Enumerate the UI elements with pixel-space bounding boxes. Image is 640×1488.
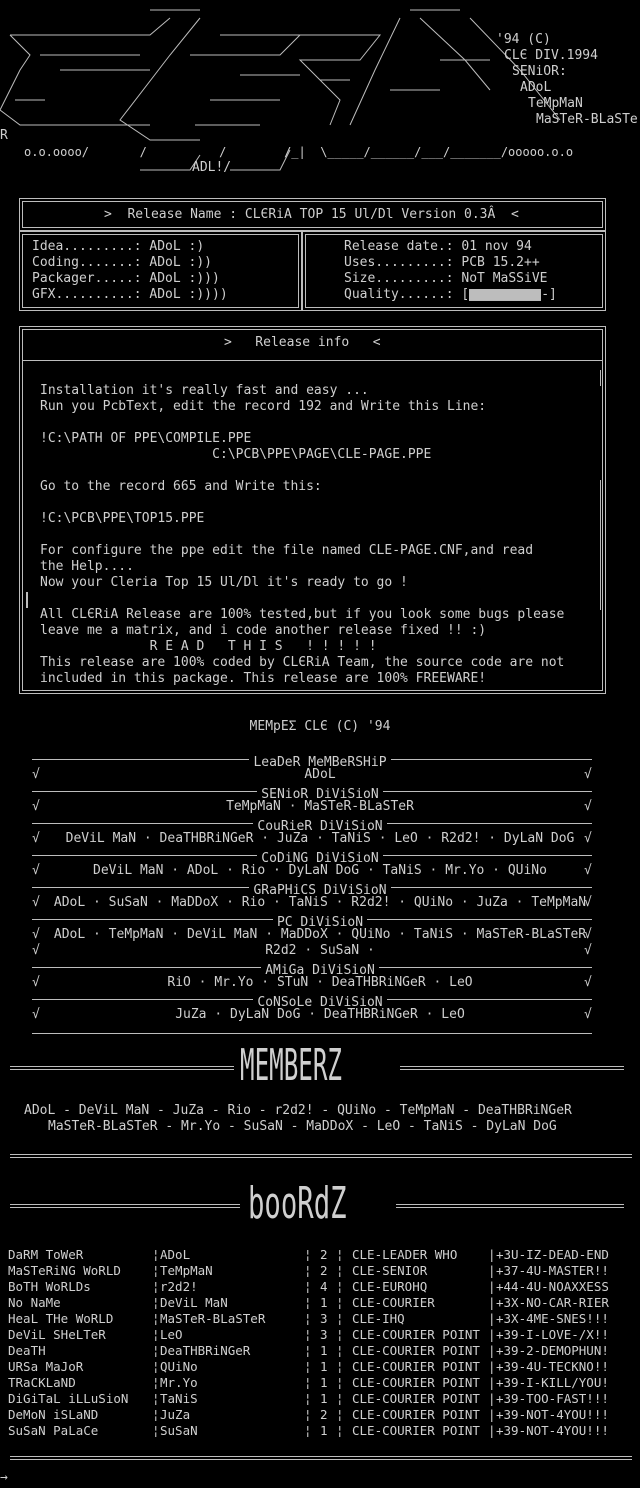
board-phone: +39-4U-TECKNO!! bbox=[496, 1359, 609, 1374]
column-sep: ¦ bbox=[336, 1327, 344, 1342]
division-title-text: CouRieR DiViSioN bbox=[253, 819, 386, 834]
quality-label: Quality......: [ bbox=[344, 287, 470, 302]
division-left-mark: √ bbox=[32, 927, 40, 942]
division-left-mark: √ bbox=[32, 1007, 40, 1022]
division-members: R2d2 · SuSaN · bbox=[265, 943, 375, 958]
info-line: Run you PcbText, edit the record 192 and Write this Line: bbox=[40, 399, 487, 414]
division-title-text: PC DiViSioN bbox=[273, 915, 367, 930]
board-nodes: 1 bbox=[320, 1391, 328, 1406]
column-sep: ¦ bbox=[304, 1359, 312, 1374]
column-sep: | bbox=[488, 1311, 496, 1326]
board-phone: +39-I-KILL/YOU! bbox=[496, 1375, 609, 1390]
board-sysop: QUiNo bbox=[160, 1359, 198, 1374]
board-sysop: TeMpMaN bbox=[160, 1263, 213, 1278]
column-sep: | bbox=[488, 1423, 496, 1438]
members-line-2: MaSTeR-BLaSTeR - Mr.Yo - SuSaN - MaDDoX - LeO - TaNiS - DyLaN DoG bbox=[48, 1119, 557, 1134]
release-name: > Release Name : CLЄRiA TOP 15 Ul/Dl Version 0.3Â < bbox=[104, 207, 519, 222]
division-title-text: GRaPHiCS DiViSioN bbox=[249, 883, 390, 898]
info-line: !C:\PATH OF PPE\COMPILE.PPE bbox=[40, 431, 252, 446]
column-sep: ¦ bbox=[152, 1359, 160, 1374]
column-sep: ¦ bbox=[152, 1311, 160, 1326]
board-phone: +37-4U-MASTER!! bbox=[496, 1263, 609, 1278]
board-phone: +39-I-LOVE-/X!! bbox=[496, 1327, 609, 1342]
column-sep: ¦ bbox=[304, 1407, 312, 1422]
board-sysop: TaNiS bbox=[160, 1391, 198, 1406]
board-nodes: 3 bbox=[320, 1311, 328, 1326]
board-name: HeaL THe WoRLD bbox=[8, 1311, 114, 1326]
info-side-mark bbox=[600, 370, 601, 386]
board-status: CLE-LEADER WHO bbox=[352, 1247, 458, 1262]
board-name: DaRM ToWeR bbox=[8, 1247, 84, 1262]
division-title-text: SENioR DiViSioN bbox=[257, 787, 382, 802]
board-phone: +3X-NO-CAR-RIER bbox=[496, 1295, 609, 1310]
senior-name-2: TeMpMaN bbox=[528, 96, 583, 111]
column-sep: | bbox=[488, 1279, 496, 1294]
column-sep: | bbox=[488, 1343, 496, 1358]
board-name: SuSaN PaLaCe bbox=[8, 1423, 99, 1438]
column-sep: ¦ bbox=[304, 1375, 312, 1390]
members-rule-bottom bbox=[10, 1154, 632, 1158]
division-members: ADoL bbox=[304, 767, 336, 782]
division-left-mark: √ bbox=[32, 943, 40, 958]
division-left-mark: √ bbox=[32, 767, 40, 782]
info-line: This release are 100% coded by CLЄRiA Team, the source code are not bbox=[40, 655, 565, 670]
board-status: CLE-COURIER POINT bbox=[352, 1343, 480, 1358]
board-sysop: Mr.Yo bbox=[160, 1375, 198, 1390]
board-phone: +39-TOO-FAST!!! bbox=[496, 1391, 609, 1406]
info-line: R E A D T H I S ! ! ! ! ! bbox=[40, 639, 377, 654]
memberz-rule-left bbox=[10, 1066, 234, 1070]
column-sep: ¦ bbox=[304, 1311, 312, 1326]
division-members: TeMpMaN · MaSTeR-BLaSTeR bbox=[226, 799, 414, 814]
division-left-mark: √ bbox=[32, 975, 40, 990]
column-sep: ¦ bbox=[304, 1391, 312, 1406]
senior-name-1: ADoL bbox=[520, 80, 552, 95]
column-sep: | bbox=[488, 1407, 496, 1422]
division-right-mark: √ bbox=[584, 767, 592, 782]
board-status: CLE-EUROHQ bbox=[352, 1279, 428, 1294]
column-sep: | bbox=[488, 1295, 496, 1310]
board-nodes: 2 bbox=[320, 1407, 328, 1422]
board-name: BoTH WoRLDs bbox=[8, 1279, 91, 1294]
info-line: Now your Cleria Top 15 Ul/Dl it's ready to go ! bbox=[40, 575, 408, 590]
division-members: ADoL · TeMpMaN · DeViL MaN · MaDDoX · QUiNo · TaNiS · MaSTeR-BLaSTeR bbox=[53, 927, 587, 942]
board-nodes: 4 bbox=[320, 1279, 328, 1294]
board-status: CLE-COURIER POINT bbox=[352, 1327, 480, 1342]
column-sep: ¦ bbox=[336, 1423, 344, 1438]
column-sep: ¦ bbox=[152, 1423, 160, 1438]
info-line: Installation it's really fast and easy ... bbox=[40, 383, 369, 398]
board-status: CLE-SENIOR bbox=[352, 1263, 428, 1278]
division-right-mark: √ bbox=[584, 799, 592, 814]
board-name: DeMoN iSLaND bbox=[8, 1407, 99, 1422]
release-info-title: > Release info < bbox=[224, 335, 381, 350]
board-nodes: 2 bbox=[320, 1247, 328, 1262]
board-name: TRaCKLaND bbox=[8, 1375, 76, 1390]
column-sep: ¦ bbox=[336, 1359, 344, 1374]
info-line: leave me a matrix, and i code another release fixed !! :) bbox=[40, 623, 487, 638]
board-name: DeaTH bbox=[8, 1343, 46, 1358]
column-sep: | bbox=[488, 1375, 496, 1390]
board-sysop: ADoL bbox=[160, 1247, 191, 1262]
division-line: CLЄ DIV.1994 bbox=[504, 48, 598, 63]
board-status: CLE-COURIER POINT bbox=[352, 1423, 480, 1438]
column-sep: ¦ bbox=[304, 1327, 312, 1342]
column-sep: ¦ bbox=[152, 1295, 160, 1310]
division-members: RiO · Mr.Yo · STuN · DeaTHBRiNGeR · LeO bbox=[167, 975, 473, 990]
command-prompt[interactable]: → bbox=[0, 1470, 8, 1485]
info-title-divider bbox=[23, 360, 602, 361]
boards-rule-bottom bbox=[10, 1456, 632, 1460]
board-sysop: r2d2! bbox=[160, 1279, 198, 1294]
board-nodes: 1 bbox=[320, 1295, 328, 1310]
board-status: CLE-COURIER bbox=[352, 1295, 435, 1310]
division-left-mark: √ bbox=[32, 863, 40, 878]
credit-packager: Packager.....: ADoL :))) bbox=[32, 271, 220, 286]
division-left-mark: √ bbox=[32, 831, 40, 846]
year-tag: '94 (C) bbox=[496, 32, 551, 47]
release-date: Release date.: 01 nov 94 bbox=[344, 239, 532, 254]
division-title-text: AMiGa DiViSioN bbox=[261, 963, 379, 978]
boardz-rule-right bbox=[396, 1204, 624, 1208]
division-members: JuZa · DyLaN DoG · DeaTHBRiNGeR · LeO bbox=[175, 1007, 465, 1022]
division-title-text: CoDiNG DiViSioN bbox=[257, 851, 382, 866]
board-phone: +39-NOT-4YOU!!! bbox=[496, 1423, 609, 1438]
column-sep: ¦ bbox=[152, 1279, 160, 1294]
division-right-mark: √ bbox=[584, 895, 592, 910]
adl-signature: ADL!/ bbox=[192, 160, 232, 175]
division-right-mark: √ bbox=[584, 943, 592, 958]
column-sep: ¦ bbox=[152, 1263, 160, 1278]
board-nodes: 2 bbox=[320, 1263, 328, 1278]
division-right-mark: √ bbox=[584, 863, 592, 878]
info-line: C:\PCB\PPE\PAGE\CLE-PAGE.PPE bbox=[40, 447, 432, 462]
column-sep: | bbox=[488, 1263, 496, 1278]
column-sep: ¦ bbox=[304, 1295, 312, 1310]
column-sep: ¦ bbox=[304, 1423, 312, 1438]
column-sep: ¦ bbox=[304, 1263, 312, 1278]
column-sep: ¦ bbox=[304, 1279, 312, 1294]
column-sep: ¦ bbox=[336, 1263, 344, 1278]
board-name: MaSTeRiNG WoRLD bbox=[8, 1263, 121, 1278]
credit-idea: Idea.........: ADoL :) bbox=[32, 239, 205, 254]
board-phone: +39-NOT-4YOU!!! bbox=[496, 1407, 609, 1422]
column-sep: ¦ bbox=[304, 1343, 312, 1358]
board-name: No NaMe bbox=[8, 1295, 61, 1310]
info-line: the Help.... bbox=[40, 559, 134, 574]
board-sysop: MaSTeR-BLaSTeR bbox=[160, 1311, 266, 1326]
column-sep: | bbox=[488, 1247, 496, 1262]
divisions-bottom-rule bbox=[32, 1033, 592, 1034]
division-right-mark: √ bbox=[584, 831, 592, 846]
board-name: URSa MaJoR bbox=[8, 1359, 84, 1374]
board-status: CLE-COURIER POINT bbox=[352, 1359, 480, 1374]
credit-gfx: GFX..........: ADoL :)))) bbox=[32, 287, 228, 302]
board-sysop: JuZa bbox=[160, 1407, 191, 1422]
senior-label: SENiOR: bbox=[512, 64, 567, 79]
column-sep: | bbox=[488, 1391, 496, 1406]
column-sep: ¦ bbox=[152, 1407, 160, 1422]
board-phone: +3U-IZ-DEAD-END bbox=[496, 1247, 609, 1262]
board-sysop: SuSaN bbox=[160, 1423, 198, 1438]
boardz-logo: booRdZ bbox=[248, 1178, 347, 1229]
members-line-1: ADoL - DeViL MaN - JuZa - Rio - r2d2! - QUiNo - TeMpMaN - DeaTHBRiNGeR bbox=[24, 1103, 572, 1118]
release-quality bbox=[344, 287, 557, 303]
memberz-rule-right bbox=[400, 1066, 624, 1070]
column-sep: ¦ bbox=[152, 1375, 160, 1390]
board-phone: +3X-4ME-SNES!!! bbox=[496, 1311, 609, 1326]
column-sep: | bbox=[488, 1327, 496, 1342]
board-name: DiGiTaL iLLuSioN bbox=[8, 1391, 129, 1406]
release-size: Size.........: NoT MaSSiVE bbox=[344, 271, 548, 286]
info-line: Go to the record 665 and Write this: bbox=[40, 479, 322, 494]
column-sep: | bbox=[488, 1359, 496, 1374]
header-bottom-line: o.o.oooo/ / / /_| \_____/______/___/_______/ooooo.o.o bbox=[24, 145, 574, 159]
board-sysop: LeO bbox=[160, 1327, 183, 1342]
column-sep: ¦ bbox=[336, 1295, 344, 1310]
column-sep: ¦ bbox=[336, 1279, 344, 1294]
column-sep: ¦ bbox=[336, 1343, 344, 1358]
board-phone: +44-4U-NOAXXESS bbox=[496, 1279, 609, 1294]
board-status: CLE-IHQ bbox=[352, 1311, 405, 1326]
quality-bar bbox=[469, 289, 541, 301]
board-name: DeViL SHeLTeR bbox=[8, 1327, 106, 1342]
info-line: !C:\PCB\PPE\TOP15.PPE bbox=[40, 511, 205, 526]
division-members: DeViL MaN · DeaTHBRiNGeR · JuZa · TaNiS · LeO · R2d2! · DyLaN DoG bbox=[65, 831, 575, 846]
credit-coding: Coding.......: ADoL :)) bbox=[32, 255, 213, 270]
division-right-mark: √ bbox=[584, 927, 592, 942]
column-sep: ¦ bbox=[336, 1375, 344, 1390]
members-title: MEMpEΣ CLЄ (C) '94 bbox=[249, 719, 391, 734]
boardz-rule-left bbox=[10, 1204, 240, 1208]
division-right-mark: √ bbox=[584, 975, 592, 990]
board-sysop: DeViL MaN bbox=[160, 1295, 228, 1310]
division-members: ADoL · SuSaN · MaDDoX · Rio · TaNiS · R2d2! · QUiNo · JuZa · TeMpMaN bbox=[53, 895, 587, 910]
senior-name-3: MaSTeR-BLaSTe bbox=[536, 112, 638, 127]
release-uses: Uses.........: PCB 15.2++ bbox=[344, 255, 540, 270]
column-sep: ¦ bbox=[336, 1247, 344, 1262]
column-sep: ¦ bbox=[152, 1343, 160, 1358]
info-line: For configure the ppe edit the file named CLE-PAGE.CNF,and read bbox=[40, 543, 534, 558]
board-nodes: 1 bbox=[320, 1343, 328, 1358]
division-title-text: LeaDeR MeMBeRSHiP bbox=[249, 755, 390, 770]
division-left-mark: √ bbox=[32, 895, 40, 910]
column-sep: ¦ bbox=[152, 1327, 160, 1342]
board-nodes: 3 bbox=[320, 1327, 328, 1342]
division-left-mark: √ bbox=[32, 799, 40, 814]
board-status: CLE-COURIER POINT bbox=[352, 1407, 480, 1422]
division-title-text: CoNSoLe DiViSioN bbox=[253, 995, 386, 1010]
board-phone: +39-2-DEMOPHUN! bbox=[496, 1343, 609, 1358]
division-members: DeViL MaN · ADoL · Rio · DyLaN DoG · TaNiS · Mr.Yo · QUiNo bbox=[93, 863, 547, 878]
column-sep: ¦ bbox=[304, 1247, 312, 1262]
board-sysop: DeaTHBRiNGeR bbox=[160, 1343, 251, 1358]
info-line: All CLЄRiA Release are 100% tested,but if you look some bugs please bbox=[40, 607, 565, 622]
info-line: included in this package. This release are 100% FREEWARE! bbox=[40, 671, 487, 686]
column-sep: ¦ bbox=[336, 1311, 344, 1326]
board-nodes: 1 bbox=[320, 1423, 328, 1438]
wrap-char: R bbox=[0, 128, 8, 143]
column-sep: ¦ bbox=[336, 1407, 344, 1422]
column-sep: ¦ bbox=[152, 1247, 160, 1262]
memberz-logo: MEMBERZ bbox=[240, 1040, 342, 1091]
division-right-mark: √ bbox=[584, 1007, 592, 1022]
quality-end: -] bbox=[541, 287, 557, 302]
board-nodes: 1 bbox=[320, 1375, 328, 1390]
column-sep: ¦ bbox=[152, 1391, 160, 1406]
column-sep: ¦ bbox=[336, 1391, 344, 1406]
board-nodes: 1 bbox=[320, 1359, 328, 1374]
board-status: CLE-COURIER POINT bbox=[352, 1375, 480, 1390]
info-side-mark-3 bbox=[26, 592, 28, 608]
board-status: CLE-COURIER POINT bbox=[352, 1391, 480, 1406]
info-side-mark-2 bbox=[600, 480, 601, 610]
